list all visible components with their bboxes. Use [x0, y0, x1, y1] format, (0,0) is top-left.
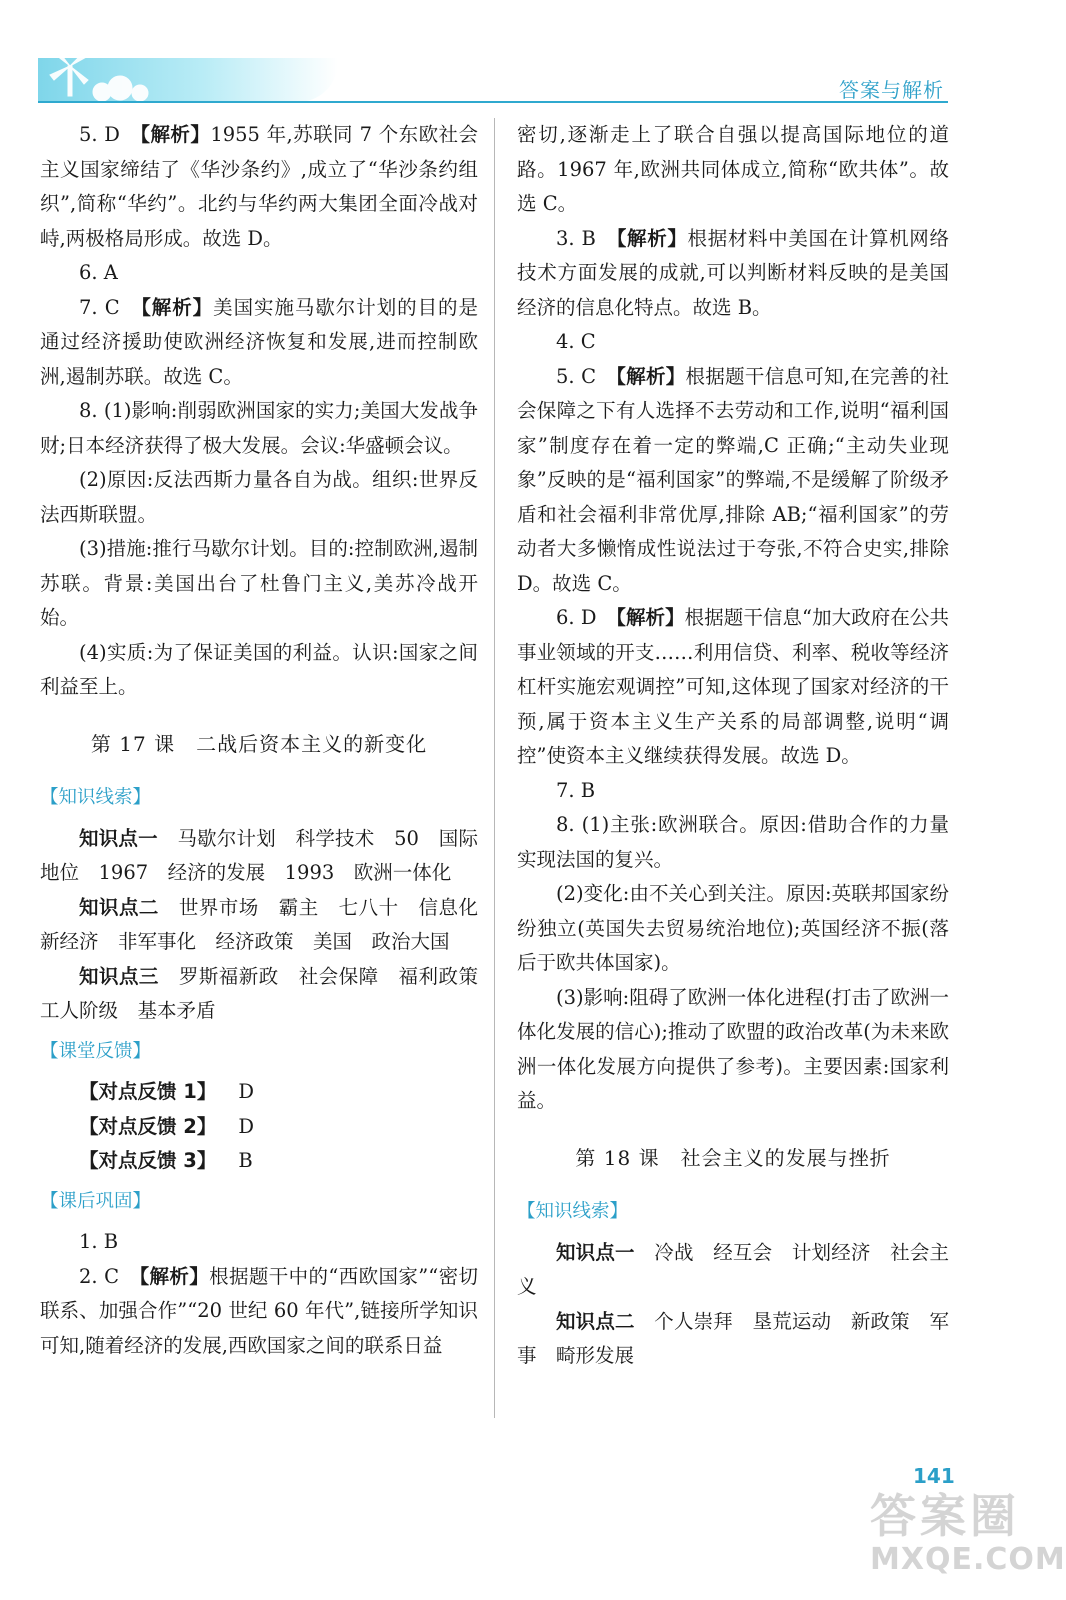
header-title: 答案与解析 — [839, 78, 944, 102]
header-rule — [38, 101, 948, 103]
watermark-logo: 答案圈 — [870, 1489, 1020, 1543]
watermark-url: MXQE.COM — [870, 1542, 1066, 1577]
right-column — [517, 118, 949, 1374]
answer-item: 6. D 【解析】根据题干信息“加大政府在公共事业领域的开支……利用信贷、利率、税收等经济杠杆实施宏观调控”可知,这体现了国家对经济的干预,属于资本主义生产关系的局部调整,说明“调控”使资本主义继续获得发展。故选 D。 — [517, 606, 949, 767]
answer-item: (3)影响:阻碍了欧洲一体化进程(打击了欧洲一体化发展的信心);推动了欧盟的政治改革(为未来欧洲一体化发展方向提供了参考)。主要因素:国家利益。 — [517, 985, 949, 1112]
feedback-item: 【对点反馈 2】 D — [79, 1114, 254, 1138]
answer-item: 8. (1)主张:欧洲联合。原因:借助合作的力量实现法国的复兴。 — [517, 813, 949, 871]
page-number: 141 — [913, 1464, 955, 1488]
answer-item: (4)实质:为了保证美国的利益。认识:国家之间利益至上。 — [40, 640, 478, 698]
page-header — [0, 0, 1066, 110]
knowledge-point: 知识点二 个人崇拜 垦荒运动 新政策 军事 畸形发展 — [517, 1309, 949, 1367]
section-tag: 【知识线索】 — [517, 1201, 629, 1222]
lesson-title: 第 18 课 社会主义的发展与挫折 — [575, 1145, 891, 1170]
answer-item: 5. C 【解析】根据题干信息可知,在完善的社会保障之下有人选择不去劳动和工作,说明“福利国家”制度存在着一定的弊端,C 正确;“主动失业现象”反映的是“福利国家”的弊端,不是缓解了阶级矛盾和社会福利非常优厚,排除 AB;“福利国家”的劳动者大多懒惰成性说法过于夸张,不符合史实,排除 D。故选 C。 — [517, 364, 949, 595]
feedback-item: 【对点反馈 3】 B — [79, 1149, 253, 1172]
section-tag: 【知识线索】 — [40, 787, 152, 808]
column-divider — [494, 118, 495, 1418]
answer-item: 2. C 【解析】根据题干中的“西欧国家”“密切联系、加强合作”“20 世纪 60 年代”,链接所学知识可知,随着经济的发展,西欧国家之间的联系日益 — [40, 1264, 478, 1357]
lesson-title: 第 17 课 二战后资本主义的新变化 — [90, 731, 428, 756]
answer-item: 3. B 【解析】根据材料中美国在计算机网络技术方面发展的成就,可以判断材料反映的是美国经济的信息化特点。故选 B。 — [517, 226, 949, 319]
knowledge-point: 知识点一 冷战 经互会 计划经济 社会主义 — [517, 1240, 949, 1298]
knowledge-point: 知识点二 世界市场 霸主 七八十 信息化 新经济 非军事化 经济政策 美国 政治大国 — [40, 895, 498, 953]
answer-item: 7. B — [556, 778, 596, 802]
answer-item: (2)变化:由不关心到关注。原因:英联邦国家纷纷独立(英国失去贸易统治地位);英国经济不振(落后于欧共体国家)。 — [517, 882, 949, 974]
answer-item: 6. A — [79, 261, 118, 284]
feedback-item: 【对点反馈 1】 D — [79, 1080, 254, 1103]
left-column — [40, 118, 498, 1363]
knowledge-point: 知识点三 罗斯福新政 社会保障 福利政策 工人阶级 基本矛盾 — [40, 964, 498, 1022]
answer-item: 5. D 【解析】1955 年,苏联同 7 个东欧社会主义国家缔结了《华沙条约》,成立了“华沙条约组织”,简称“华约”。北约与华约两大集团全面冷战对峙,两极格局形成。故选 D。 — [40, 123, 478, 250]
knowledge-point: 知识点一 马歇尔计划 科学技术 50 国际地位 1967 经济的发展 1993 欧洲一体化 — [40, 826, 478, 884]
watermark — [870, 1480, 1066, 1577]
answer-item: 8. (1)影响:削弱欧洲国家的实力;美国大发战争财;日本经济获得了极大发展。会议:华盛顿会议。 — [40, 399, 478, 457]
windmill-icon — [42, 44, 152, 102]
answer-item: 7. C 【解析】美国实施马歇尔计划的目的是通过经济援助使欧洲经济恢复和发展,进而控制欧洲,遏制苏联。故选 C。 — [40, 295, 478, 388]
answer-item: (3)措施:推行马歇尔计划。目的:控制欧洲,遏制苏联。背景:美国出台了杜鲁门主义,美苏冷战开始。 — [40, 537, 478, 629]
section-tag: 【课后巩固】 — [40, 1190, 152, 1212]
answer-item: (2)原因:反法西斯力量各自为战。组织:世界反法西斯联盟。 — [40, 468, 478, 526]
answer-item: 1. B — [79, 1230, 119, 1253]
answer-continuation: 密切,逐渐走上了联合自强以提高国际地位的道路。1967 年,欧洲共同体成立,简称“欧共体”。故选 C。 — [517, 123, 949, 215]
answer-item: 4. C — [556, 330, 596, 353]
section-tag: 【课堂反馈】 — [40, 1040, 152, 1062]
